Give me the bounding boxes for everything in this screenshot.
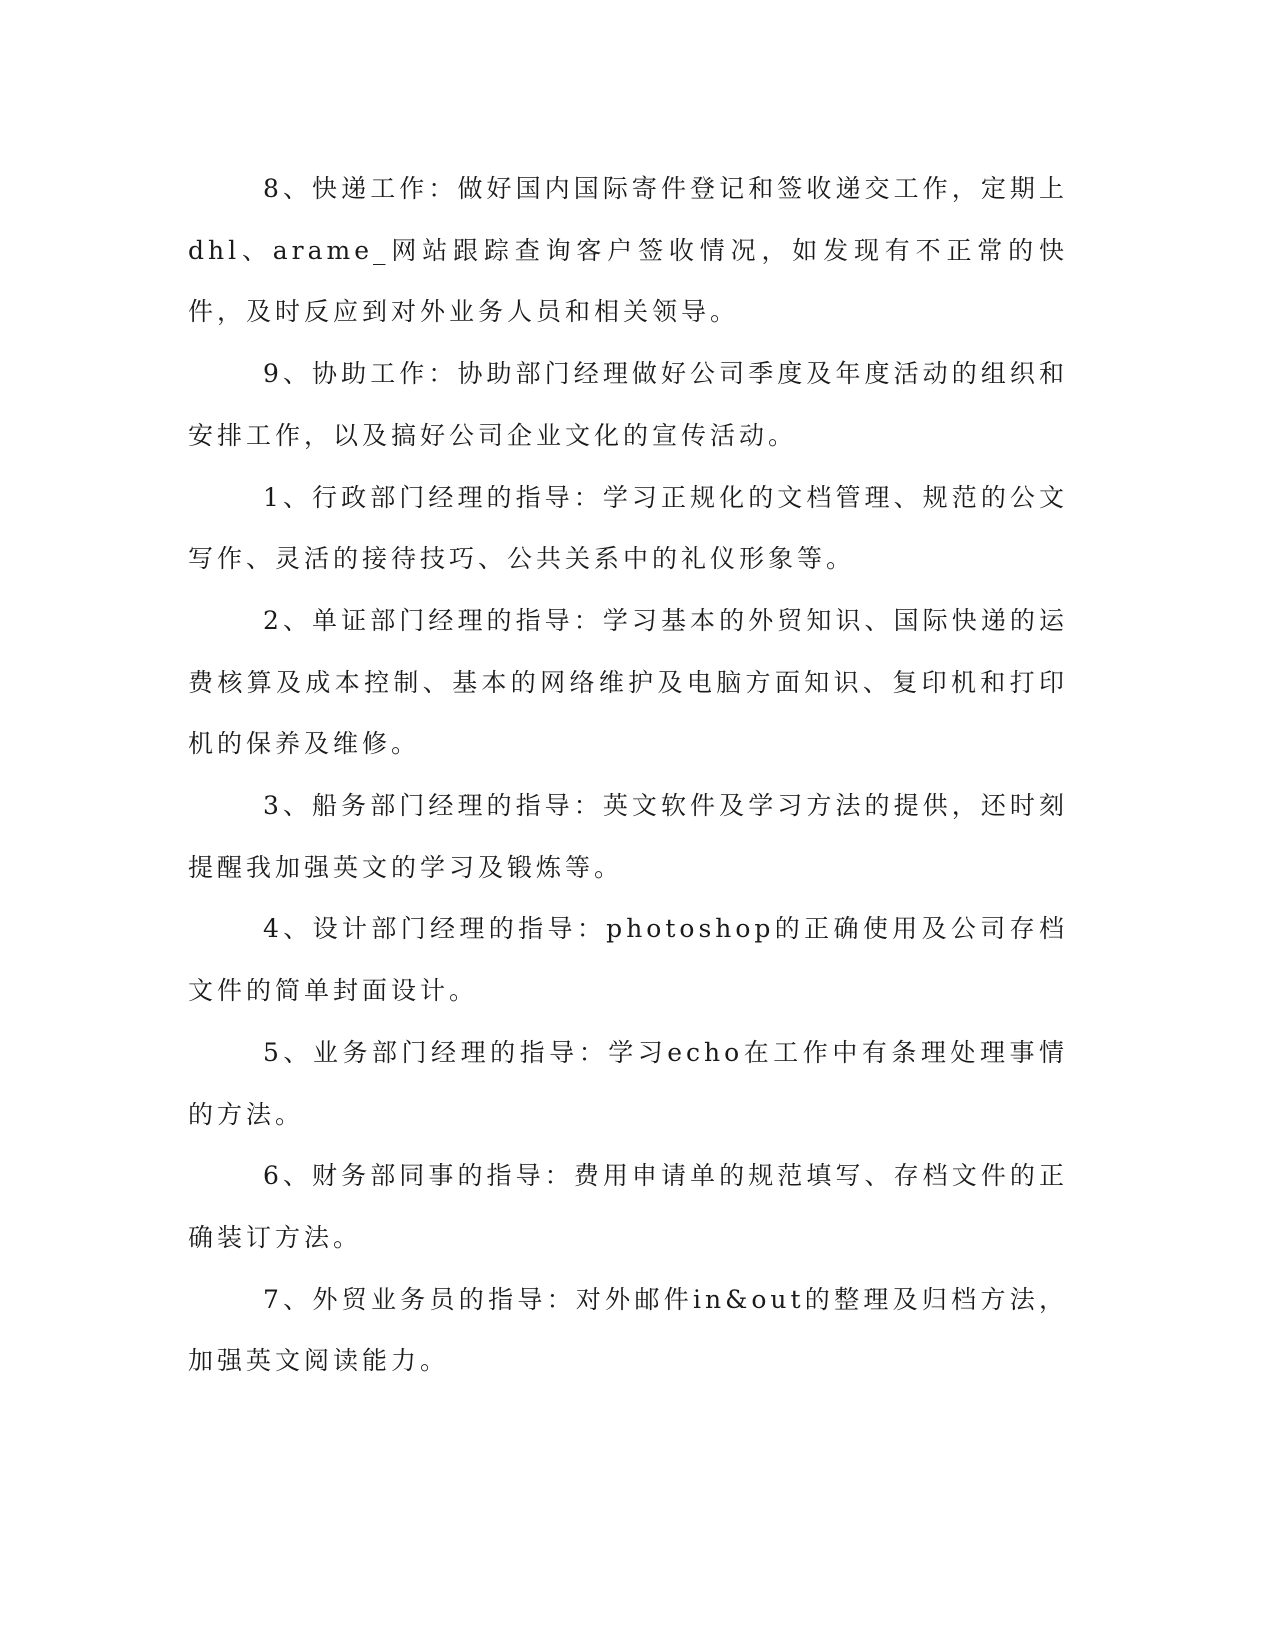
paragraph-design-guidance: 4、设计部门经理的指导：photoshop的正确使用及公司存档文件的简单封面设计。 [188,914,1068,1006]
paragraph-documents-guidance: 2、单证部门经理的指导：学习基本的外贸知识、国际快递的运费核算及成本控制、基本的网络维护及电脑方面知识、复印机和打印机的保养及维修。 [188,605,1068,759]
paragraph-trade-guidance: 7、外贸业务员的指导：对外邮件in&out的整理及归档方法，加强英文阅读能力。 [188,1284,1068,1376]
paragraph-express-work: 8、快递工作：做好国内国际寄件登记和签收递交工作，定期上dhl、arame_网站跟踪查询客户签收情况，如发现有不正常的快件，及时反应到对外业务人员和相关领导。 [188,174,1068,327]
paragraph-finance-guidance: 6、财务部同事的指导：费用申请单的规范填写、存档文件的正确装订方法。 [188,1161,1068,1252]
paragraph-business-guidance: 5、业务部门经理的指导：学习echo在工作中有条理处理事情的方法。 [188,1037,1068,1129]
paragraph-assist-work: 9、协助工作：协助部门经理做好公司季度及年度活动的组织和安排工作，以及搞好公司企业文化的宣传活动。 [188,359,1068,450]
paragraph-admin-guidance: 1、行政部门经理的指导：学习正规化的文档管理、规范的公文写作、灵活的接待技巧、公共关系中的礼仪形象等。 [188,482,1068,574]
document-body [188,158,1068,1392]
paragraph-shipping-guidance: 3、船务部门经理的指导：英文软件及学习方法的提供，还时刻提醒我加强英文的学习及锻炼等。 [188,791,1068,882]
